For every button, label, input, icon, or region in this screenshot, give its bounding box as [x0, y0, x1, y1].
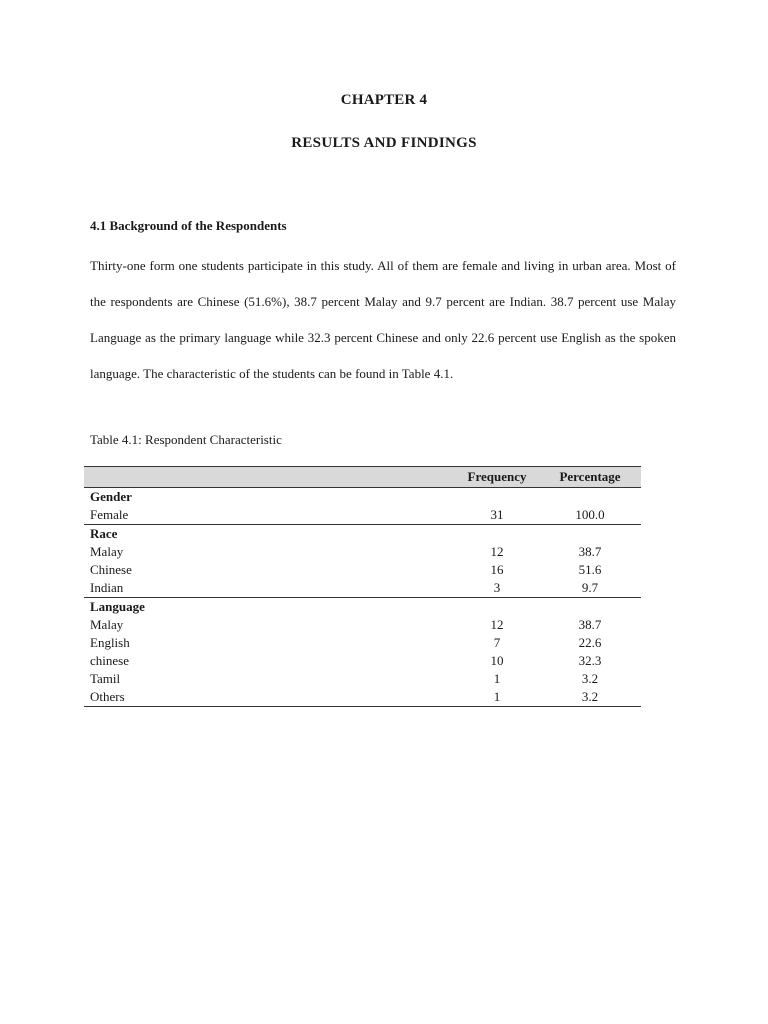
row-percentage: 9.7 [581, 580, 599, 595]
table-row [84, 670, 641, 688]
table-group-row [84, 488, 641, 507]
row-label: Malay [90, 544, 124, 559]
row-percentage: 32.3 [578, 653, 602, 668]
table-row [84, 543, 641, 561]
chapter-title: RESULTS AND FINDINGS [291, 135, 477, 151]
row-percentage: 51.6 [578, 562, 602, 577]
section-heading: 4.1 Background of the Respondents [90, 218, 287, 233]
row-label: Female [90, 507, 129, 522]
table-row [84, 561, 641, 579]
row-percentage: 38.7 [578, 617, 602, 632]
row-frequency: 12 [490, 617, 504, 632]
row-label: Indian [90, 580, 124, 595]
table-row [84, 616, 641, 634]
table-caption: Table 4.1: Respondent Characteristic [90, 432, 282, 447]
table-row [84, 634, 641, 652]
header-label [84, 467, 455, 488]
row-frequency: 1 [455, 688, 539, 707]
group-name: Language [84, 598, 641, 617]
body-paragraph: Thirty-one form one students participate in this study. All of them are female and living in urban area. Most of the respondents are Chinese (51.6%), 38.7 percent Malay and 9.7 percent are Indian. 38.7 percent use Malay Language as the primary language while 32.3 percent Chinese and only 22.6 percent use English as the spoken language. The characteristic of the students can be found in Table 4.1. [90, 258, 676, 381]
respondent-table [84, 466, 641, 707]
row-frequency: 31 [490, 507, 504, 522]
row-label: Others [84, 688, 455, 707]
group-name: Gender [90, 489, 132, 504]
row-label: Tamil [90, 671, 121, 686]
header-frequency: Frequency [455, 467, 539, 488]
row-frequency: 1 [493, 671, 501, 686]
table-row [84, 688, 641, 707]
header-percentage: Percentage [539, 467, 641, 488]
row-label: Chinese [90, 562, 132, 577]
table-body [84, 488, 641, 707]
row-frequency: 3 [493, 580, 501, 595]
row-frequency: 7 [493, 635, 501, 650]
row-percentage: 3.2 [581, 671, 599, 686]
row-frequency: 16 [490, 562, 504, 577]
table-header-row [84, 467, 641, 488]
row-percentage: 38.7 [578, 544, 602, 559]
table-row [84, 652, 641, 670]
row-frequency: 10 [490, 653, 504, 668]
table-row [84, 506, 641, 525]
table-group-row [84, 598, 641, 617]
group-name: Race [84, 525, 641, 544]
row-frequency: 12 [490, 544, 504, 559]
chapter-number: CHAPTER 4 [340, 92, 428, 108]
row-label: Malay [90, 617, 124, 632]
table-row [84, 579, 641, 598]
row-label: chinese [90, 653, 129, 668]
row-percentage: 22.6 [578, 635, 602, 650]
row-percentage: 100.0 [575, 507, 605, 522]
table-group-row [84, 525, 641, 544]
row-label: English [90, 635, 130, 650]
row-percentage: 3.2 [539, 688, 641, 707]
